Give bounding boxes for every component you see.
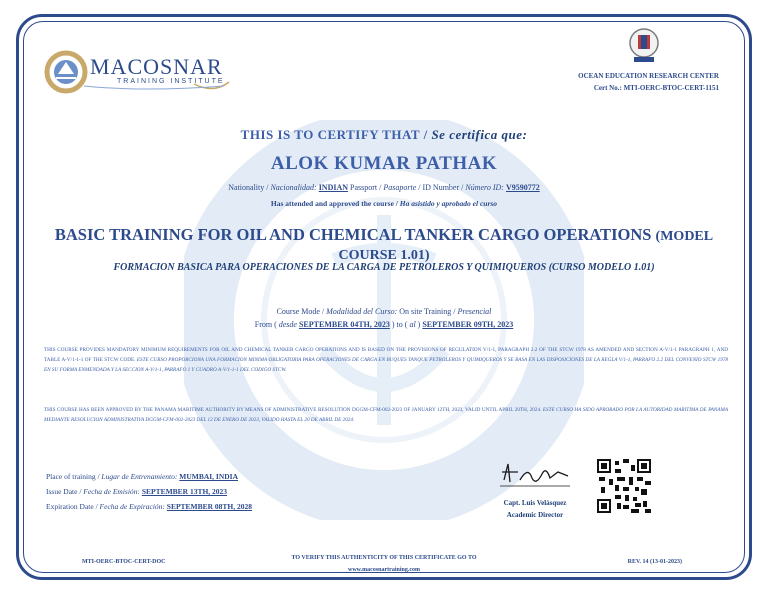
passport-label-es: Pasaporte xyxy=(383,183,417,192)
course-title-es: FORMACION BASICA PARA OPERACIONES DE LA CARGA DE PETROLEROS Y QUIMIQUEROS (CURSO MODELO 1.01) xyxy=(113,262,655,273)
attended-en: Has attended and approved the course / xyxy=(270,199,398,208)
id-number-value: V9590772 xyxy=(505,183,540,192)
mode-label-es: Modalidad del Curso: xyxy=(326,307,398,316)
id-label-en: / ID Number / xyxy=(418,183,464,192)
exp-value: SEPTEMBER 08TH, 2028 xyxy=(166,502,253,511)
issue-label-en: Issue Date / xyxy=(46,487,82,496)
nat-label-en: Nationality / xyxy=(228,183,269,192)
p2-en: THIS COURSE HAS BEEN APPROVED BY THE PANAMA MARITIME AUTHORITY BY MEANS OF ADMINISTRATIVE RESOLUTION DGGM-CFM-002-2023 OF JANUARY 12TH, 2023, VALID UNTIL APRIL 20TH, 2024. xyxy=(44,407,542,413)
attended-line xyxy=(0,199,768,208)
verify-text: TO VERIFY THIS AUTHENTICITY OF THIS CERTIFICATE GO TO xyxy=(291,555,477,561)
revision: REV. 14 (13-01-2023) xyxy=(627,559,682,565)
oerc-seal-icon xyxy=(628,26,660,64)
cert-number: Cert No.: MTI-OERC-BTOC-CERT-1151 xyxy=(593,84,719,92)
course-title-main: BASIC TRAINING FOR OIL AND CHEMICAL TANKER CARGO OPERATIONS xyxy=(54,225,652,244)
verify-url[interactable]: www.macosnartraining.com xyxy=(348,567,420,573)
course-title xyxy=(30,226,738,264)
logo-subtitle: TRAINING INSTITUTE xyxy=(117,78,225,85)
place-line xyxy=(46,470,238,484)
mode-value-es: Presencial xyxy=(457,307,492,316)
exp-label-es: Fecha de Expiración: xyxy=(99,502,165,511)
issue-value: SEPTEMBER 13TH, 2023 xyxy=(141,487,228,496)
place-label-en: Place of training / xyxy=(46,472,100,481)
certify-en: THIS IS TO CERTIFY THAT / xyxy=(240,127,428,142)
place-label-es: Lugar de Entrenamiento: xyxy=(101,472,178,481)
id-label-es: Número ID: xyxy=(465,183,504,192)
course-dates-line: From ( desde SEPTEMBER 04TH, 2023 ) to ( al ) SEPTEMBER 09TH, 2023 xyxy=(254,320,514,329)
start-date: SEPTEMBER 04TH, 2023 xyxy=(298,320,390,329)
mode-label-en: Course Mode / xyxy=(276,307,325,316)
from-label: From ( xyxy=(254,320,277,329)
nat-label-es: Nacionalidad: xyxy=(270,183,317,192)
end-date: SEPTEMBER 09TH, 2023 xyxy=(422,320,514,329)
approval-paragraph xyxy=(44,405,728,425)
issue-line xyxy=(46,485,227,499)
mode-value-en: On site Training / xyxy=(399,307,456,316)
signature-icon xyxy=(498,458,572,492)
p1-es: ESTE CURSO PROPORCIONA UNA FORMACION MINIMA OBLIGATORIA PARA OPERACIONES DE CARGA EN BUQUES TANQUE PETROLEROS Y QUIMIQUEROS Y SE BASA EN LAS DISPOSICIONES DE LA REGLA V/1-1, PARRAFO 2.2 DEL CONVENIO STCW 1978 EN SU FORMA ENMENDADA Y LA SECCION A-V/1-1, PARRAFO 1 Y CUADRO A-V/1-1-1 DEL CODIGO STCW. xyxy=(44,357,729,373)
oerc-block xyxy=(578,70,719,94)
to-label-es: al xyxy=(409,320,416,329)
org-name: OCEAN EDUCATION RESEARCH CENTER xyxy=(578,72,719,80)
doc-code: MTI-OERC-BTOC-CERT-DOC xyxy=(82,559,166,565)
qr-code-icon xyxy=(597,459,651,513)
requirements-paragraph xyxy=(44,345,728,375)
passport-label-en: Passport / xyxy=(350,183,382,192)
nationality-line xyxy=(0,183,768,192)
signatory-title: Academic Director xyxy=(506,511,564,519)
attended-es: Ha asistido y aprobado el curso xyxy=(399,199,498,208)
exp-label-en: Expiration Date / xyxy=(46,502,98,511)
recipient-name: ALOK KUMAR PATHAK xyxy=(270,153,498,174)
to-label: ) to ( xyxy=(391,320,408,329)
place-value: MUMBAI, INDIA xyxy=(179,472,238,481)
nationality-value: INDIAN xyxy=(318,183,349,192)
expiration-line xyxy=(46,500,252,514)
from-label-es: desde xyxy=(278,320,297,329)
certify-heading xyxy=(0,127,768,143)
certify-es: Se certifica que: xyxy=(431,127,528,142)
p2-es: ESTE CURSO HA SIDO APROBADO POR LA AUTORIDAD MARITIMA DE PANAMA MEDIANTE RESOLUCION ADMINISTRATIVA DGGM-CFM-002-2023 DEL 12 DE ENERO DE 2023, VALIDO HASTA EL 20 DE ABRIL DE 2024. xyxy=(44,407,729,423)
signatory-name: Capt. Luis Velásquez xyxy=(503,499,567,507)
course-mode-line xyxy=(0,307,768,316)
signatory xyxy=(470,497,600,521)
p1-en: THIS COURSE PROVIDES MANDATORY MINIMUM REQUIREMENTS FOR OIL AND CHEMICAL TANKER CARGO OPERATIONS AND IS BASED ON THE PROVISIONS OF REGULATION V/1-1, PARAGRAPH 2.2 OF THE STCW 1978 AS AMENDED AND SECTION A-V/1-1 PARAGRAPH 1, AND TABLE A-V/1-1-1 OF THE STCW CODE. xyxy=(44,347,728,363)
course-title-tail: (MODEL COURSE 1.01) xyxy=(338,229,714,263)
issue-label-es: Fecha de Emisión: xyxy=(83,487,140,496)
logo-name: MACOSNAR xyxy=(90,54,223,79)
